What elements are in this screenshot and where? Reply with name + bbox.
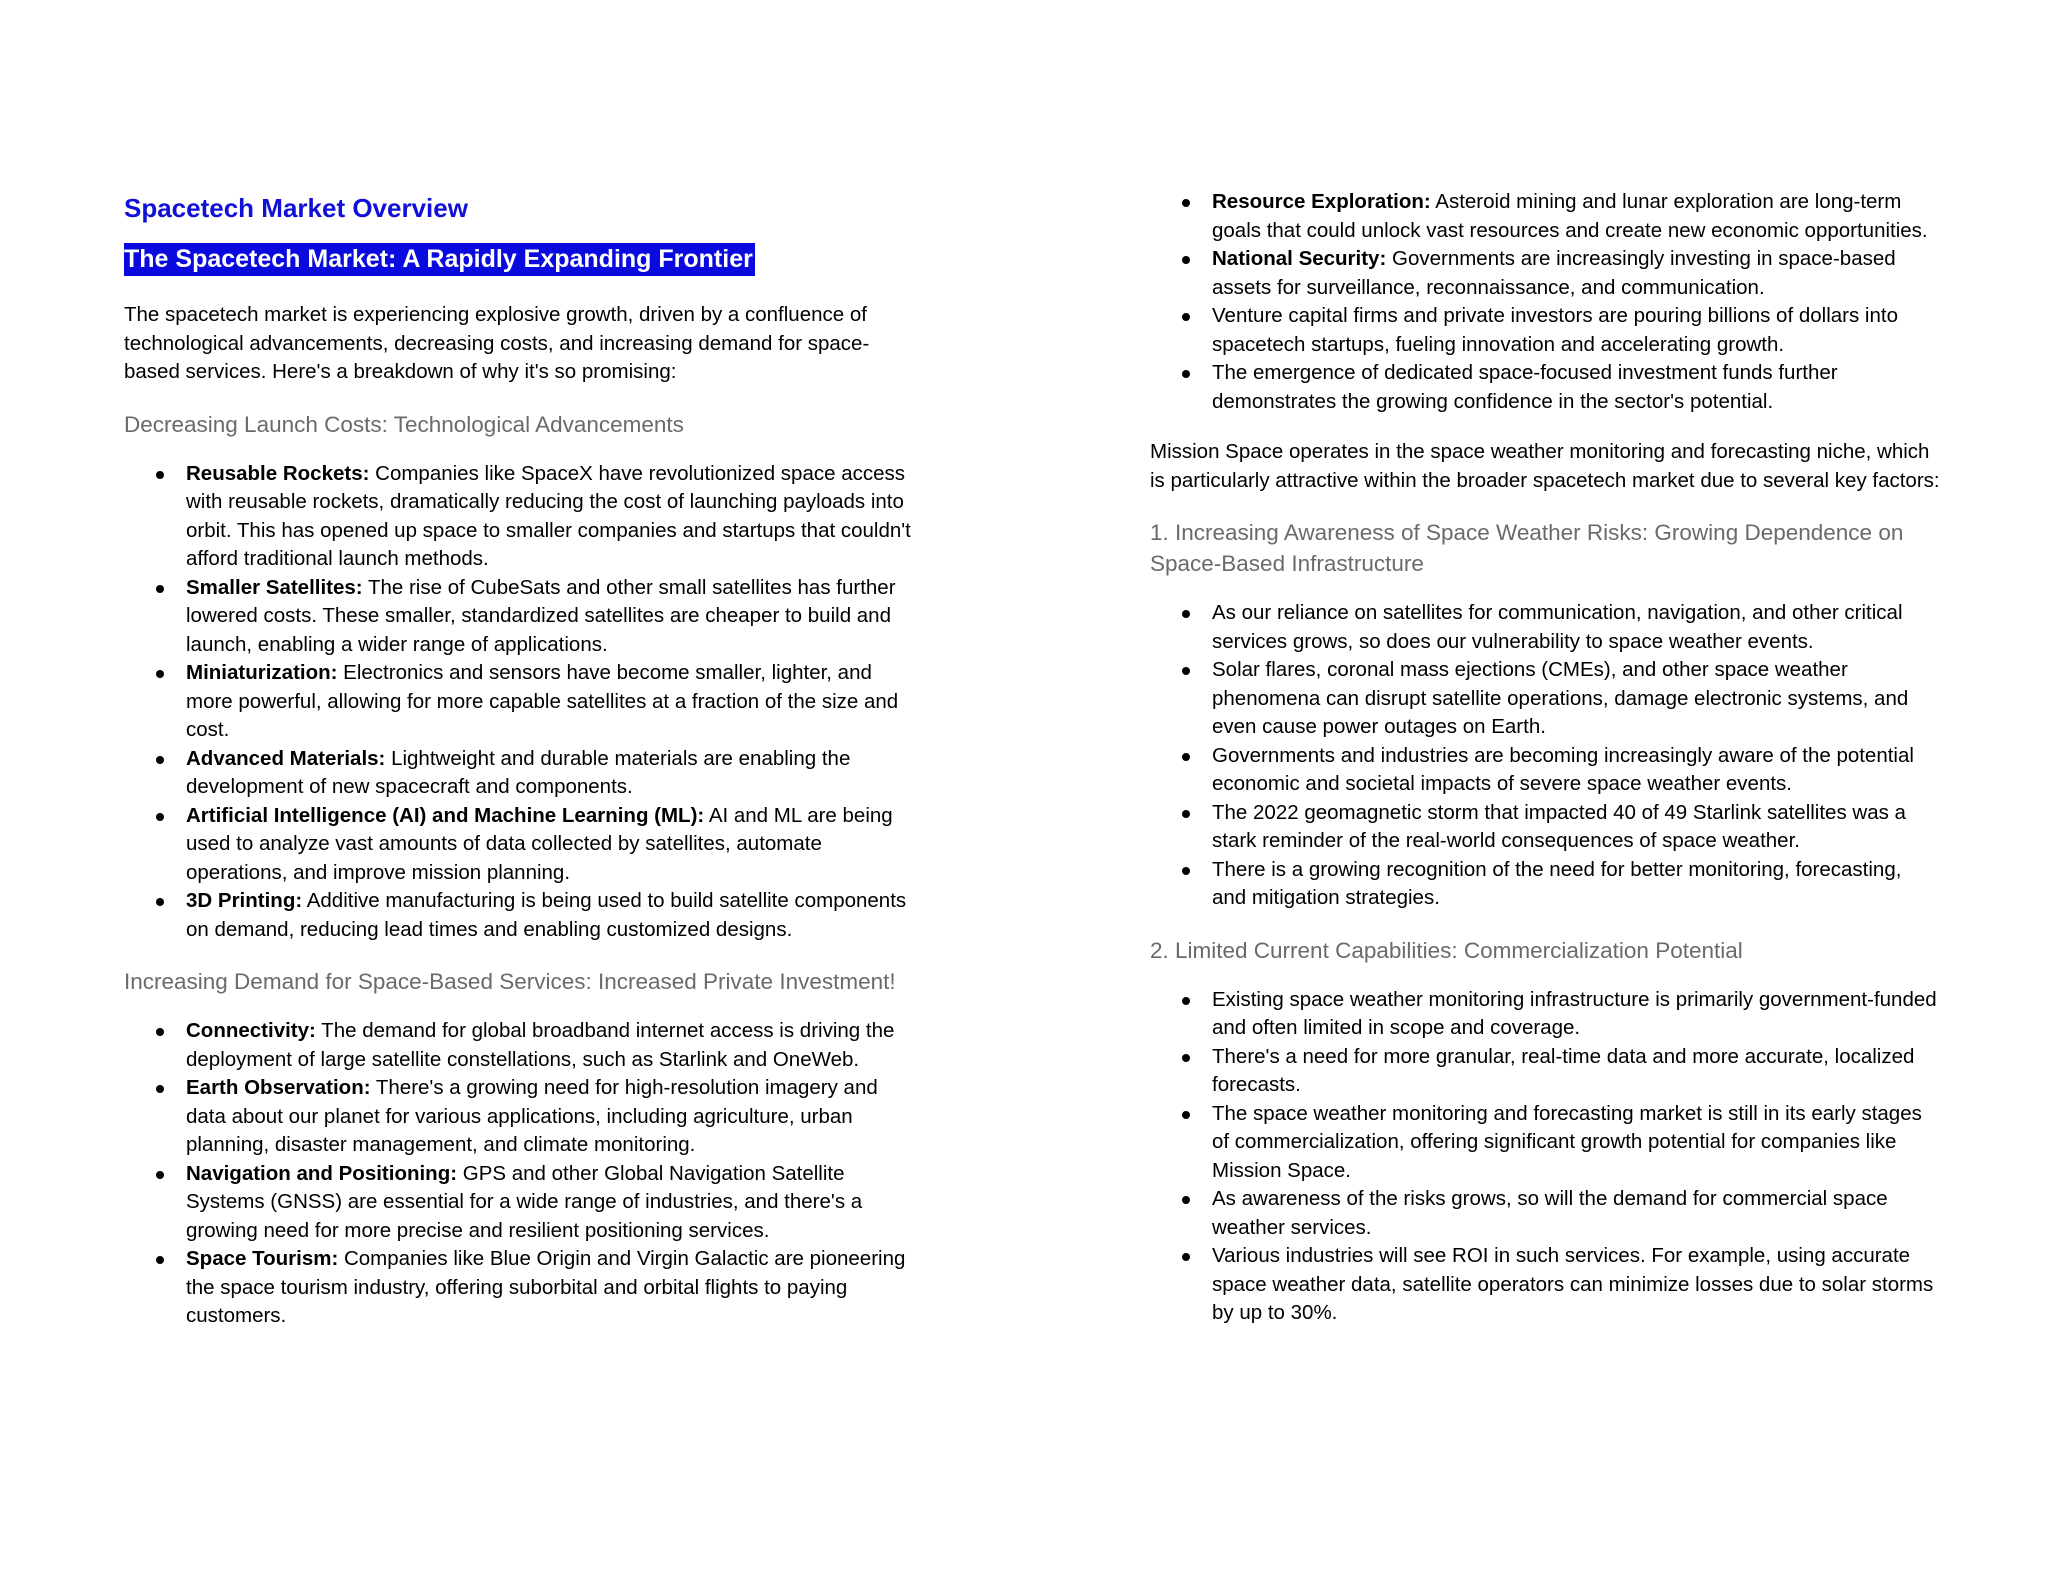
right-column [1150, 0, 1940, 1328]
bullet-dot-icon [156, 813, 164, 821]
bullet-item [1150, 656, 1940, 742]
bullet-text: The 2022 geomagnetic storm that impacted 40 of 49 Starlink satellites was a stark reminder of the real-world consequences of space weather. [1212, 800, 1906, 852]
bullet-dot-icon [156, 1171, 164, 1179]
bullet-text: As our reliance on satellites for communication, navigation, and other critical services grows, so does our vulnerability to space weather events. [1212, 601, 1903, 653]
bullet-item [1150, 742, 1940, 799]
bullet-item [1150, 245, 1940, 302]
document-title: Spacetech Market Overview [124, 193, 468, 223]
bullet-text: The rise of CubeSats and other small satellites has further lowered costs. These smaller, standardized satellites are cheaper to build and launch, enabling a wider range of applications. [186, 575, 896, 656]
bullet-dot-icon [156, 1256, 164, 1264]
bullet-dot-icon [1182, 810, 1190, 818]
left-column [124, 0, 914, 1331]
subheading-demand: Increasing Demand for Space-Based Services: Increased Private Investment! [124, 969, 896, 994]
bullet-text: GPS and other Global Navigation Satellite Systems (GNSS) are essential for a wide range of industries, and there's a growing need for more precise and resilient positioning services. [186, 1161, 863, 1242]
bullet-text: Electronics and sensors have become smaller, lighter, and more powerful, allowing for more capable satellites at a fraction of the size and cost. [186, 661, 899, 741]
bullet-term: 3D Printing: [186, 889, 303, 912]
bullet-term: Resource Exploration: [1212, 190, 1431, 213]
bullet-text: Companies like SpaceX have revolutionized space access with reusable rockets, dramatically reducing the cost of launching payloads into orbit. This has opened up space to smaller companies and startups that couldn't afford traditional launch methods. [186, 461, 911, 570]
bullet-dot-icon [1182, 370, 1190, 378]
bullet-item [1150, 1185, 1940, 1242]
bullet-list [124, 460, 914, 945]
bullet-dot-icon [156, 1085, 164, 1093]
bullet-item [1150, 1043, 1940, 1100]
intro-paragraph: The spacetech market is experiencing explosive growth, driven by a confluence of technological advancements, decreasing costs, and increasing demand for space-based services. Here's a breakdown of why it's so promising: [124, 303, 870, 383]
bullet-item [1150, 188, 1940, 245]
bullet-text: The demand for global broadband internet access is driving the deployment of large satellite constellations, such as Starlink and OneWeb. [186, 1019, 895, 1071]
bullet-item [1150, 986, 1940, 1043]
bullet-dot-icon [1182, 667, 1190, 675]
bullet-term: National Security: [1212, 247, 1387, 270]
bullet-term: Navigation and Positioning: [186, 1161, 458, 1185]
bullet-dot-icon [1182, 1196, 1190, 1204]
bullet-dot-icon [1182, 1111, 1190, 1119]
bullet-item [124, 887, 914, 944]
bullet-item [124, 1245, 914, 1331]
bullet-text: There is a growing recognition of the need for better monitoring, forecasting, and mitigation strategies. [1212, 857, 1902, 909]
bullet-dot-icon [1182, 256, 1190, 264]
bullet-term: Advanced Materials: [186, 746, 386, 770]
bullet-item [1150, 1100, 1940, 1186]
section-heading-block [124, 242, 914, 283]
bullet-item [124, 1160, 914, 1246]
bullet-item [124, 1017, 914, 1074]
mission-paragraph: Mission Space operates in the space weather monitoring and forecasting niche, which is particularly attractive within the broader spacetech market due to several key factors: [1150, 440, 1940, 492]
bullet-dot-icon [156, 670, 164, 678]
bullet-text: AI and ML are being used to analyze vast amounts of data collected by satellites, automate operations, and improve mission planning. [186, 803, 893, 884]
bullet-item [124, 745, 914, 802]
bullet-dot-icon [156, 1028, 164, 1036]
bullet-text: Solar flares, coronal mass ejections (CMEs), and other space weather phenomena can disrupt satellite operations, damage electronic systems, and even cause power outages on Earth. [1212, 658, 1909, 738]
bullet-text: Asteroid mining and lunar exploration are long-term goals that could unlock vast resources and create new economic opportunities. [1212, 190, 1928, 242]
bullet-item [1150, 302, 1940, 359]
bullet-text: There's a growing need for high-resolution imagery and data about our planet for various applications, including agriculture, urban planning, disaster management, and climate monitoring. [186, 1076, 878, 1156]
bullet-dot-icon [1182, 997, 1190, 1005]
bullet-dot-icon [156, 756, 164, 764]
bullet-list [1150, 188, 1940, 416]
bullet-dot-icon [1182, 313, 1190, 321]
bullet-term: Space Tourism: [186, 1247, 339, 1270]
bullet-dot-icon [1182, 610, 1190, 618]
bullet-item [1150, 599, 1940, 656]
bullet-item [124, 1074, 914, 1160]
bullet-dot-icon [1182, 867, 1190, 875]
bullet-dot-icon [156, 585, 164, 593]
bullet-item [1150, 799, 1940, 856]
bullet-text: Venture capital firms and private investors are pouring billions of dollars into spacetech startups, fueling innovation and accelerating growth. [1212, 304, 1898, 356]
bullet-item [124, 460, 914, 574]
bullet-dot-icon [1182, 753, 1190, 761]
bullet-list [124, 1017, 914, 1331]
bullet-text: Governments and industries are becoming increasingly aware of the potential economic and societal impacts of severe space weather events. [1212, 743, 1914, 795]
bullet-dot-icon [1182, 1054, 1190, 1062]
bullet-dot-icon [156, 898, 164, 906]
bullet-term: Artificial Intelligence (AI) and Machine Learning (ML): [186, 803, 705, 827]
bullet-item [1150, 856, 1940, 913]
bullet-term: Earth Observation: [186, 1076, 371, 1099]
bullet-dot-icon [1182, 1253, 1190, 1261]
bullet-term: Connectivity: [186, 1019, 316, 1042]
bullet-text: Governments are increasingly investing in space-based assets for surveillance, reconnaissance, and communication. [1212, 247, 1896, 299]
bullet-dot-icon [1182, 199, 1190, 207]
selected-heading[interactable]: The Spacetech Market: A Rapidly Expanding Frontier [124, 243, 755, 276]
subheading-launch-costs: Decreasing Launch Costs: Technological Advancements [124, 411, 684, 437]
bullet-text: As awareness of the risks grows, so will the demand for commercial space weather services. [1212, 1187, 1888, 1239]
bullet-text: The space weather monitoring and forecasting market is still in its early stages of commercialization, offering significant growth potential for companies like Mission Space. [1212, 1101, 1922, 1182]
bullet-text: The emergence of dedicated space-focused investment funds further demonstrates the growing confidence in the sector's potential. [1212, 361, 1838, 413]
bullet-text: Existing space weather monitoring infrastructure is primarily government-funded and often limited in scope and coverage. [1212, 987, 1937, 1039]
bullet-item [124, 802, 914, 888]
bullet-item [124, 659, 914, 745]
bullet-text: Various industries will see ROI in such services. For example, using accurate space weather data, satellite operators can minimize losses due to solar storms by up to 30%. [1212, 1244, 1934, 1324]
bullet-item [124, 574, 914, 660]
bullet-item [1150, 1242, 1940, 1328]
subheading-capabilities: 2. Limited Current Capabilities: Commercialization Potential [1150, 937, 1743, 963]
bullet-text: Additive manufacturing is being used to build satellite components on demand, reducing lead times and enabling customized designs. [186, 889, 907, 941]
bullet-text: There's a need for more granular, real-time data and more accurate, localized forecasts. [1212, 1044, 1915, 1096]
bullet-list [1150, 599, 1940, 913]
bullet-text: Companies like Blue Origin and Virgin Galactic are pioneering the space tourism industry, offering suborbital and orbital flights to paying customers. [186, 1247, 906, 1327]
bullet-item [1150, 359, 1940, 416]
bullet-term: Miniaturization: [186, 661, 338, 684]
bullet-text: Lightweight and durable materials are enabling the development of new spacecraft and components. [186, 746, 851, 798]
bullet-list [1150, 986, 1940, 1328]
bullet-term: Smaller Satellites: [186, 575, 363, 599]
bullet-dot-icon [156, 471, 164, 479]
bullet-term: Reusable Rockets: [186, 461, 370, 485]
subheading-awareness: 1. Increasing Awareness of Space Weather Risks: Growing Dependence on Space-Based Infrastructure [1150, 520, 1904, 576]
